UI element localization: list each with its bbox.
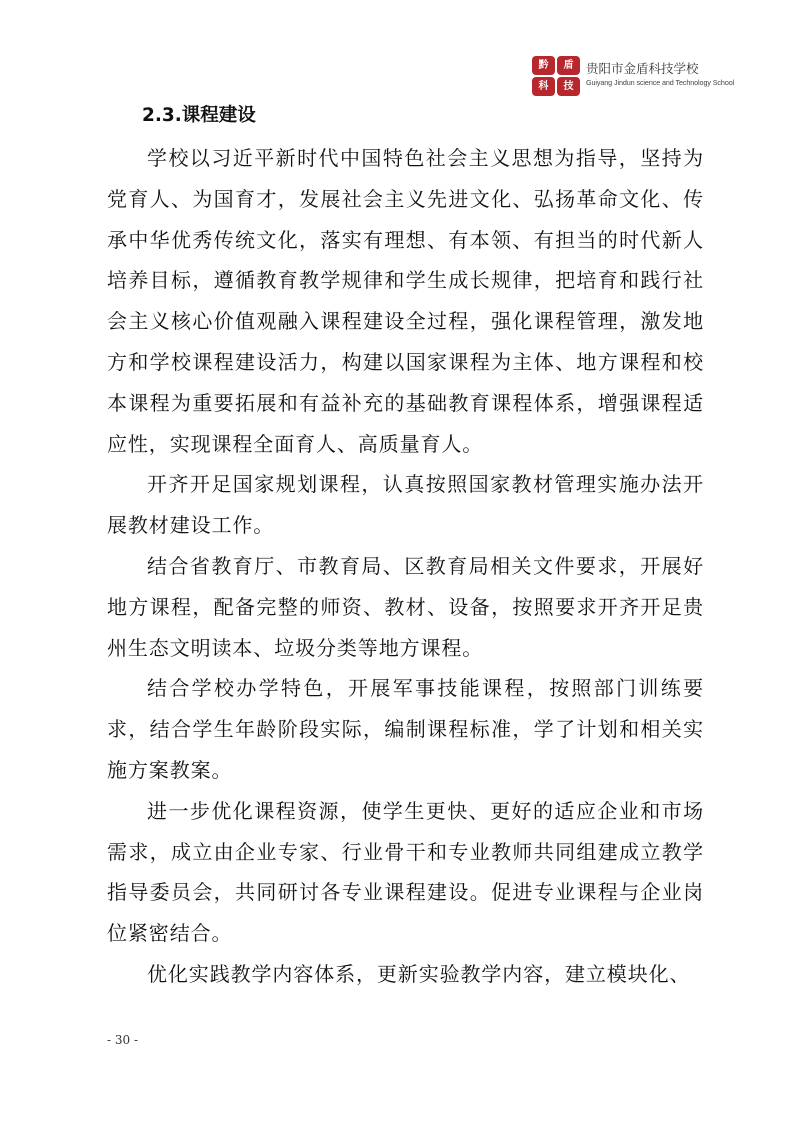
logo-char: 科 (532, 77, 555, 96)
school-name-en: Guiyang Jindun science and Technology School (586, 78, 735, 87)
paragraph: 优化实践教学内容体系，更新实验教学内容，建立模块化、 (147, 961, 691, 986)
logo-char: 盾 (557, 56, 580, 75)
school-logo (532, 56, 580, 96)
logo-char: 黔 (532, 56, 555, 75)
paragraph: 学校以习近平新时代中国特色社会主义思想为指导，坚持为党育人、为国育才，发展社会主义先进文化、弘扬革命文化、传承中华优秀传统文化，落实有理想、有本领、有担当的时代新人培养目标，遵循教育教学规律和学生成长规律，把培育和践行社会主义核心价值观融入课程建设全过程，强化课程管理，激发地方和学校课程建设活力，构建以国家课程为主体、地方课程和校本课程为重要拓展和有益补充的基础教育课程体系，增强课程适应性，实现课程全面育人、高质量育人。 (107, 146, 704, 456)
page-number: - 30 - (107, 1033, 139, 1047)
section-heading: 2.3.课程建设 (142, 105, 256, 126)
logo-char: 技 (557, 77, 580, 96)
paragraph: 进一步优化课程资源，使学生更快、更好的适应企业和市场需求，成立由企业专家、行业骨干和专业教师共同组建成立教学指导委员会，共同研讨各专业课程建设。促进专业课程与企业岗位紧密结合。 (107, 798, 704, 946)
paragraph: 开齐开足国家规划课程，认真按照国家教材管理实施办法开展教材建设工作。 (107, 472, 704, 538)
paragraph: 结合省教育厅、市教育局、区教育局相关文件要求，开展好地方课程，配备完整的师资、教材、设备，按照要求开齐开足贵州生态文明读本、垃圾分类等地方课程。 (107, 553, 704, 660)
paragraph: 结合学校办学特色，开展军事技能课程，按照部门训练要求，结合学生年龄阶段实际，编制课程标准，学了计划和相关实施方案教案。 (107, 676, 704, 782)
page-body (107, 96, 704, 995)
document-header (532, 56, 735, 96)
school-name-cn: 贵阳市金盾科技学校 (586, 61, 699, 76)
